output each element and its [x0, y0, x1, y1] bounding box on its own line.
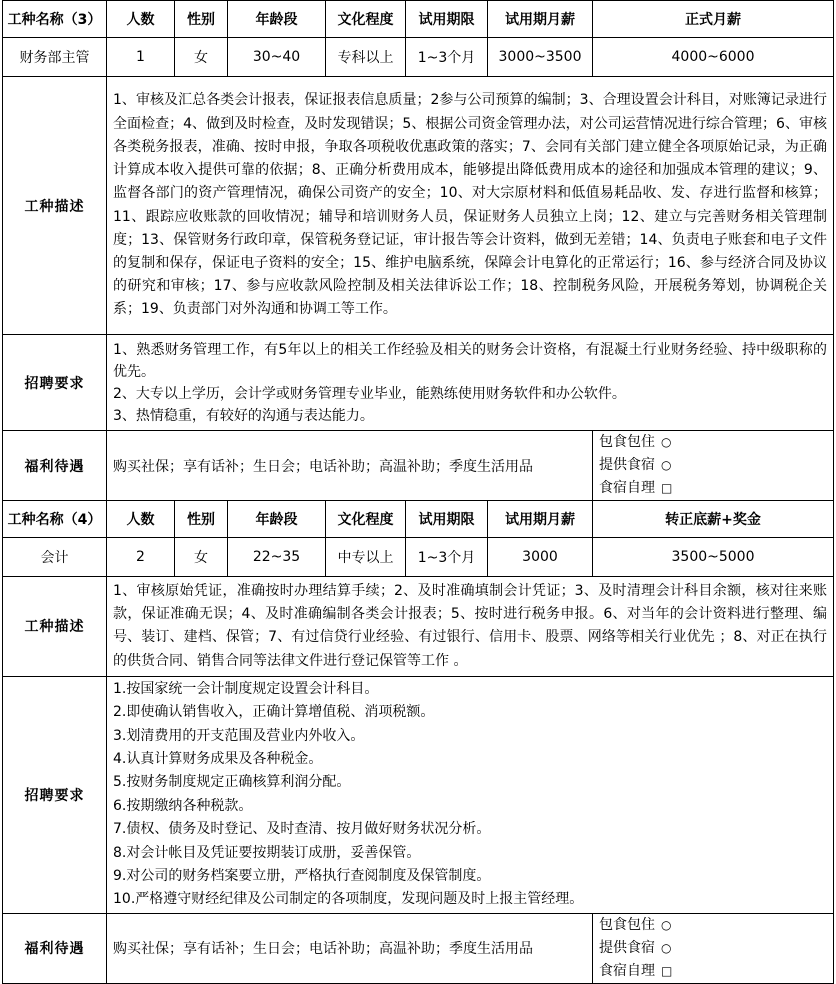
value-probation-period: 1~3个月	[406, 38, 488, 77]
value-probation-salary: 3000	[488, 538, 593, 577]
option-provided-lodging: 提供食宿 ○	[593, 937, 833, 960]
requirement-item: 2、大专以上学历，会计学或财务管理专业毕业，能熟练使用财务软件和办公软件。	[113, 385, 626, 402]
header-regular-salary: 正式月薪	[593, 1, 834, 38]
value-age-range: 30~40	[228, 38, 326, 77]
header-row	[3, 1, 834, 38]
requirements-row	[3, 335, 834, 431]
header-age-range: 年龄段	[228, 501, 326, 538]
benefits-row	[3, 431, 834, 501]
header-row	[3, 501, 834, 538]
header-probation-period: 试用期限	[406, 501, 488, 538]
value-job-name: 财务部主管	[3, 38, 107, 77]
requirement-item: 9.对公司的财务档案要立册，严格执行查阅制度及保管制度。	[113, 868, 491, 885]
option-room-board: 包食包住 ○	[593, 914, 833, 937]
radio-circle-icon: ○	[661, 458, 672, 472]
description-label: 工种描述	[3, 77, 107, 335]
value-age-range: 22~35	[228, 538, 326, 577]
benefits-label: 福利待遇	[3, 913, 107, 983]
requirements-label: 招聘要求	[3, 335, 107, 431]
requirement-item: 5.按财务制度规定正确核算利润分配。	[113, 774, 351, 791]
benefits-label: 福利待遇	[3, 431, 107, 501]
description-row	[3, 577, 834, 677]
description-text: 1、审核原始凭证，准确按时办理结算手续；2、及时准确填制会计凭证；3、及时清理会计科目余额，核对往来账款，保证准确无误；4、及时准确编制各类会计报表；5、按时进行税务申报。6、对当年的会计资料进行整理、编号、装订、建档、保管；7、有过信贷行业经验、有过银行、信用卡、股票、网络等相关行业优先 ；8、对正在执行的供货合同、销售合同等法律文件进行登记保管等工作 。	[107, 577, 834, 677]
header-probation-salary: 试用期月薪	[488, 501, 593, 538]
value-probation-period: 1~3个月	[406, 538, 488, 577]
description-row	[3, 77, 834, 335]
benefits-text: 购买社保；享有话补；生日会；电话补助；高温补助；季度生活用品	[107, 431, 593, 501]
radio-circle-icon: ○	[661, 435, 672, 449]
option-self-arranged: 食宿自理 □	[593, 477, 833, 500]
value-headcount: 1	[107, 38, 175, 77]
header-gender: 性别	[175, 501, 228, 538]
header-age-range: 年龄段	[228, 1, 326, 38]
header-probation-period: 试用期限	[406, 1, 488, 38]
benefits-row	[3, 913, 834, 983]
job-table-1	[2, 0, 834, 501]
requirement-item: 3、热情稳重，有较好的沟通与表达能力。	[113, 407, 374, 424]
value-job-name: 会计	[3, 538, 107, 577]
requirement-item: 10.严格遵守财经纪律及公司制定的各项制度，发现问题及时上报主管经理。	[113, 891, 584, 908]
value-regular-salary: 4000~6000	[593, 38, 834, 77]
description-label: 工种描述	[3, 577, 107, 677]
option-provided-lodging: 提供食宿 ○	[593, 454, 833, 477]
requirement-item: 8.对会计帐目及凭证要按期装订成册，妥善保管。	[113, 844, 421, 861]
requirements-cell	[107, 676, 834, 913]
value-gender: 女	[175, 538, 228, 577]
header-education: 文化程度	[326, 501, 406, 538]
checkbox-icon: □	[661, 481, 673, 495]
requirements-label: 招聘要求	[3, 676, 107, 913]
requirement-item: 2.即使确认销售收入，正确计算增值税、消项税额。	[113, 704, 435, 721]
accommodation-options	[593, 431, 834, 501]
requirement-item: 1.按国家统一会计制度规定设置会计科目。	[113, 680, 379, 697]
requirement-item: 1、熟悉财务管理工作，有5年以上的相关工作经验及相关的财务会计资格，有混凝土行业财务经验、持中级职称的优先。	[113, 341, 827, 380]
values-row	[3, 38, 834, 77]
header-regular-salary: 转正底薪+奖金	[593, 501, 834, 538]
values-row	[3, 538, 834, 577]
value-education: 中专以上	[326, 538, 406, 577]
requirement-item: 6.按期缴纳各种税款。	[113, 797, 253, 814]
requirements-row	[3, 676, 834, 913]
requirement-item: 3.划清费用的开支范围及营业内外收入。	[113, 727, 365, 744]
header-education: 文化程度	[326, 1, 406, 38]
header-job-name: 工种名称（3）	[3, 1, 107, 38]
job-posting-document	[2, 0, 833, 984]
header-headcount: 人数	[107, 1, 175, 38]
description-text: 1、审核及汇总各类会计报表，保证报表信息质量；2参与公司预算的编制；3、合理设置会计科目，对账簿记录进行全面检查；4、做到及时检查，及时发现错误；5、根据公司资金管理办法，对公司运营情况进行综合管理；6、审核各类税务报表，准确、按时申报，争取各项税收优惠政策的落实；7、会同有关部门建立健全各项原始记录，为正确计算成本收入提供可靠的依据；8、正确分析费用成本，能够提出降低费用成本的途径和加强成本管理的建议；9、监督各部门的资产管理情况，确保公司资产的安全；10、对大宗原材料和低值易耗品收、发、存进行监督和核算；11、跟踪应收账款的回收情况；辅导和培训财务人员，保证财务人员独立上岗；12、建立与完善财务相关管理制度；13、保管财务行政印章，保管税务登记证，审计报告等会计资料，做到无差错；14、负责电子账套和电子文件的复制和保存，保证电子资料的安全；15、维护电脑系统，保障会计电算化的正常运行；16、参与经济合同及协议的研究和审核；17、参与应收款风险控制及相关法律诉讼工作；18、控制税务风险，开展税务筹划，协调税企关系；19、负责部门对外沟通和协调工等工作。	[107, 77, 834, 335]
radio-circle-icon: ○	[661, 940, 672, 955]
job-table-2	[2, 500, 834, 984]
option-room-board: 包食包住 ○	[593, 431, 833, 454]
value-education: 专科以上	[326, 38, 406, 77]
header-headcount: 人数	[107, 501, 175, 538]
requirements-cell	[107, 335, 834, 431]
requirement-item: 7.债权、债务及时登记、及时查清、按月做好财务状况分析。	[113, 821, 491, 838]
header-probation-salary: 试用期月薪	[488, 1, 593, 38]
benefits-text: 购买社保；享有话补；生日会；电话补助；高温补助；季度生活用品	[107, 913, 593, 983]
option-self-arranged: 食宿自理 □	[593, 960, 833, 983]
value-gender: 女	[175, 38, 228, 77]
requirement-item: 4.认真计算财务成果及各种税金。	[113, 751, 323, 768]
accommodation-options	[593, 913, 834, 983]
radio-circle-icon: ○	[661, 917, 672, 932]
checkbox-icon: □	[661, 963, 673, 978]
header-job-name: 工种名称（4）	[3, 501, 107, 538]
value-regular-salary: 3500~5000	[593, 538, 834, 577]
value-probation-salary: 3000~3500	[488, 38, 593, 77]
header-gender: 性别	[175, 1, 228, 38]
value-headcount: 2	[107, 538, 175, 577]
